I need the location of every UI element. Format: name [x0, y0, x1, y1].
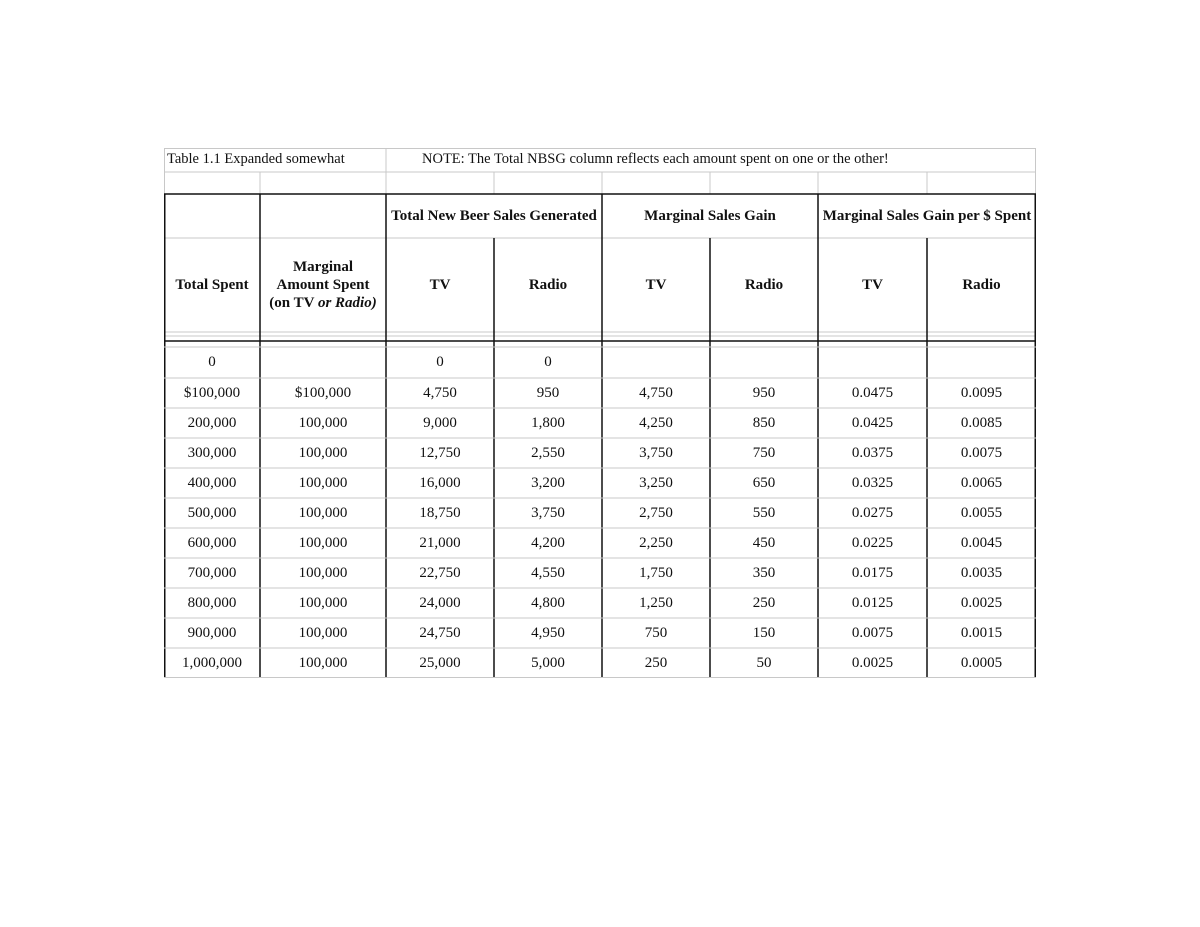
cell-tv-gain-per-dollar: 0.0225: [851, 535, 894, 551]
column-header-radio-sales: Radio: [528, 277, 568, 293]
cell-tv-sales: 24,000: [419, 595, 461, 611]
cell-marginal-amount: 100,000: [298, 475, 348, 491]
cell-tv-gain-per-dollar: 0.0025: [851, 655, 894, 671]
cell-total-spent: 0: [208, 354, 216, 370]
cell-tv-gain: 4,750: [639, 385, 673, 401]
cell-tv-sales: 0: [436, 354, 444, 370]
cell-tv-gain-per-dollar: 0.0425: [851, 415, 894, 431]
cell-total-spent: 800,000: [187, 595, 237, 611]
cell-marginal-amount: 100,000: [298, 595, 348, 611]
cell-radio-sales: 2,550: [531, 445, 565, 461]
column-header-marginal-amount-spent: [260, 238, 386, 332]
cell-marginal-amount: 100,000: [298, 445, 348, 461]
cell-marginal-amount: $100,000: [294, 385, 352, 401]
cell-radio-gain-per-dollar: 0.0095: [960, 385, 1003, 401]
cell-tv-gain: 2,250: [639, 535, 673, 551]
cell-radio-sales: 5,000: [531, 655, 565, 671]
cell-tv-gain: 3,250: [639, 475, 673, 491]
cell-tv-sales: 18,750: [419, 505, 461, 521]
cell-radio-gain-per-dollar: 0.0015: [960, 625, 1003, 641]
cell-tv-sales: 21,000: [419, 535, 461, 551]
cell-radio-gain-per-dollar: 0.0035: [960, 565, 1003, 581]
cell-radio-sales: 1,800: [531, 415, 565, 431]
column-header-radio-gain-per-dollar: Radio: [962, 277, 1001, 293]
group-header-total-new-beer-sales: Total New Beer Sales Generated: [391, 208, 597, 224]
cell-marginal-amount: 100,000: [298, 565, 348, 581]
cell-tv-gain-per-dollar: [818, 347, 927, 377]
cell-radio-sales: 4,950: [531, 625, 565, 641]
spreadsheet-table: [164, 148, 1036, 678]
cell-radio-sales: 4,800: [531, 595, 565, 611]
cell-radio-sales: 3,750: [531, 505, 565, 521]
cell-radio-gain-per-dollar: 0.0045: [960, 535, 1003, 551]
column-header-tv-sales: TV: [429, 277, 451, 293]
cell-radio-gain-per-dollar: 0.0065: [960, 475, 1003, 491]
cell-radio-gain: 350: [752, 565, 776, 581]
cell-tv-gain-per-dollar: 0.0075: [851, 625, 894, 641]
cell-radio-gain: 950: [752, 385, 776, 401]
cell-radio-gain: 50: [756, 655, 772, 671]
cell-total-spent: 1,000,000: [182, 655, 242, 671]
cell-radio-gain: 550: [752, 505, 776, 521]
cell-total-spent: $100,000: [183, 385, 241, 401]
cell-radio-gain: 850: [752, 415, 776, 431]
cell-radio-sales: 4,550: [531, 565, 565, 581]
table-note: NOTE: The Total NBSG column reflects each amount spent on one or the other!: [422, 151, 889, 168]
cell-radio-gain: 450: [752, 535, 776, 551]
cell-tv-gain-per-dollar: 0.0275: [851, 505, 894, 521]
cell-tv-sales: 25,000: [419, 655, 461, 671]
cell-radio-gain-per-dollar: 0.0055: [960, 505, 1003, 521]
group-header-marginal-sales-gain: Marginal Sales Gain: [644, 208, 776, 224]
cell-radio-gain: 750: [752, 445, 776, 461]
cell-tv-sales: 22,750: [419, 565, 461, 581]
cell-tv-sales: 24,750: [419, 625, 461, 641]
cell-radio-gain-per-dollar: [927, 347, 1036, 377]
cell-marginal-amount: 100,000: [298, 655, 348, 671]
cell-radio-sales: 3,200: [531, 475, 565, 491]
cell-total-spent: 300,000: [187, 445, 237, 461]
marginal-amount-radio: Radio): [335, 295, 377, 311]
cell-tv-gain: [602, 347, 710, 377]
cell-tv-gain: 250: [644, 655, 668, 671]
cell-total-spent: 600,000: [187, 535, 237, 551]
cell-total-spent: 900,000: [187, 625, 237, 641]
column-header-tv-gain-per-dollar: TV: [862, 277, 883, 293]
cell-tv-sales: 4,750: [423, 385, 457, 401]
cell-marginal-amount: 100,000: [298, 535, 348, 551]
marginal-amount-label: Marginal Amount Spent (on TV: [269, 259, 370, 311]
cell-tv-sales: 9,000: [423, 415, 457, 431]
cell-tv-sales: 16,000: [419, 475, 461, 491]
column-header-total-spent: Total Spent: [175, 277, 249, 293]
cell-radio-gain-per-dollar: 0.0025: [960, 595, 1003, 611]
cell-radio-gain-per-dollar: 0.0005: [960, 655, 1003, 671]
cell-tv-gain: 1,750: [639, 565, 673, 581]
cell-radio-sales: 0: [544, 354, 552, 370]
cell-radio-sales: 4,200: [531, 535, 565, 551]
cell-marginal-amount: 100,000: [298, 415, 348, 431]
column-header-tv-gain: TV: [645, 277, 667, 293]
cell-radio-sales: 950: [536, 385, 560, 401]
cell-total-spent: 700,000: [187, 565, 237, 581]
column-header-radio-gain: Radio: [744, 277, 784, 293]
cell-tv-gain-per-dollar: 0.0375: [851, 445, 894, 461]
cell-tv-gain: 1,250: [639, 595, 673, 611]
table-title: Table 1.1 Expanded somewhat: [167, 151, 345, 168]
cell-tv-sales: 12,750: [419, 445, 461, 461]
cell-radio-gain: [710, 347, 818, 377]
cell-tv-gain: 3,750: [639, 445, 673, 461]
cell-tv-gain: 4,250: [639, 415, 673, 431]
cell-tv-gain: 750: [644, 625, 668, 641]
cell-radio-gain: 150: [752, 625, 776, 641]
cell-tv-gain-per-dollar: 0.0325: [851, 475, 894, 491]
cell-radio-gain-per-dollar: 0.0075: [960, 445, 1003, 461]
cell-tv-gain-per-dollar: 0.0175: [851, 565, 894, 581]
cell-total-spent: 500,000: [187, 505, 237, 521]
cell-tv-gain: 2,750: [639, 505, 673, 521]
cell-radio-gain: 250: [752, 595, 776, 611]
group-header-marginal-sales-gain-per-dollar: Marginal Sales Gain per $ Spent: [822, 208, 1032, 224]
cell-tv-gain-per-dollar: 0.0475: [851, 385, 894, 401]
cell-marginal-amount: [260, 347, 386, 377]
cell-total-spent: 200,000: [187, 415, 237, 431]
cell-radio-gain-per-dollar: 0.0085: [960, 415, 1003, 431]
marginal-amount-or: or: [317, 295, 332, 311]
cell-tv-gain-per-dollar: 0.0125: [851, 595, 894, 611]
cell-radio-gain: 650: [752, 475, 776, 491]
cell-total-spent: 400,000: [187, 475, 237, 491]
cell-marginal-amount: 100,000: [298, 505, 348, 521]
cell-marginal-amount: 100,000: [298, 625, 348, 641]
